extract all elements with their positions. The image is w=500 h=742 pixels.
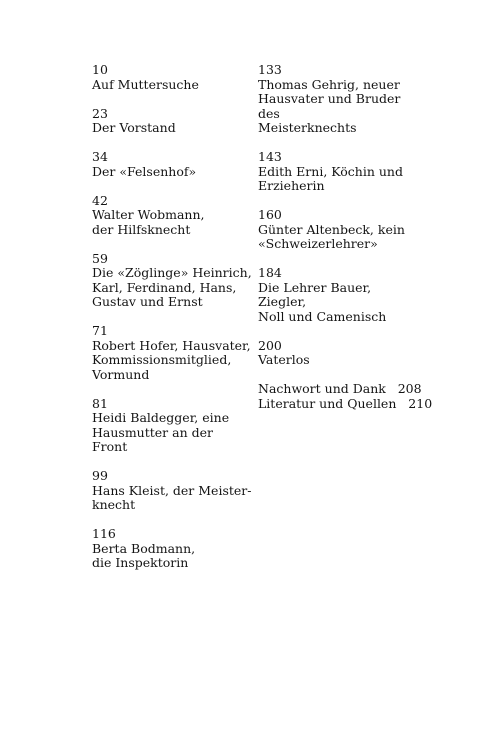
toc-page-number: 42 [92,192,108,208]
toc-title: Günter Altenbeck, kein «Schweizerlehrer» [258,221,405,251]
toc-title: Heidi Baldegger, eine Hausmutter an der Front [92,410,230,454]
toc-title: Berta Bodmann, die Inspektorin [92,540,196,570]
toc-entry[interactable] [92,194,252,238]
toc-title: Hans Kleist, der Meister- knecht [92,482,252,512]
toc-title: Thomas Gehrig, neuer Hausvater und Bruder des Meisterknechts [258,76,401,135]
toc-entry[interactable] [92,397,252,455]
toc-title: Auf Muttersuche [92,76,199,92]
toc-title: Robert Hofer, Hausvater, Kommissionsmitglied, Vormund [92,337,251,382]
toc-page-number: 81 [92,395,108,411]
toc-entry[interactable] [258,339,418,368]
toc-left-column [92,63,252,585]
toc-page-number: 99 [92,468,108,483]
toc-entry[interactable] [92,469,252,513]
toc-page-number: 23 [92,105,108,121]
toc-page-number: 71 [92,323,108,338]
toc-title: Die «Zöglinge» Heinrich, Karl, Ferdinand, Hans, Gustav und Ernst [92,265,252,309]
toc-back-matter-afterword[interactable]: Nachwort und Dank 208 [258,381,422,396]
toc-entry[interactable] [92,252,252,310]
toc-entry[interactable] [258,266,418,324]
toc-back-matter-literature[interactable]: Literatur und Quellen 210 [258,395,433,411]
toc-entry[interactable] [258,150,418,194]
toc-page-number: 116 [92,526,116,541]
toc-entry[interactable] [258,63,418,136]
toc-entry[interactable] [258,208,418,252]
toc-page-number: 184 [258,265,282,280]
toc-entry[interactable] [92,63,252,92]
toc-title: Die Lehrer Bauer, Ziegler, Noll und Camenisch [258,279,387,324]
toc-page-number: 200 [258,337,282,353]
toc-title: Vaterlos [258,352,310,367]
toc-title: Der «Felsenhof» [92,163,197,179]
toc-page-number: 34 [92,149,108,164]
toc-page-number: 133 [258,62,282,77]
toc-title: Edith Erni, Köchin und Erzieherin [258,163,403,193]
toc-page-number: 160 [258,207,282,222]
toc-page-number: 10 [92,62,108,77]
toc-entry[interactable] [92,150,252,179]
toc-entry[interactable] [92,527,252,571]
toc-title: Walter Wobmann, der Hilfsknecht [92,207,205,237]
toc-page-number: 59 [92,250,108,266]
toc-right-column [258,62,433,411]
toc-title: Der Vorstand [92,120,176,135]
toc-entry[interactable] [92,324,252,382]
toc-entry[interactable] [92,107,252,136]
toc-page-number: 143 [258,149,282,164]
